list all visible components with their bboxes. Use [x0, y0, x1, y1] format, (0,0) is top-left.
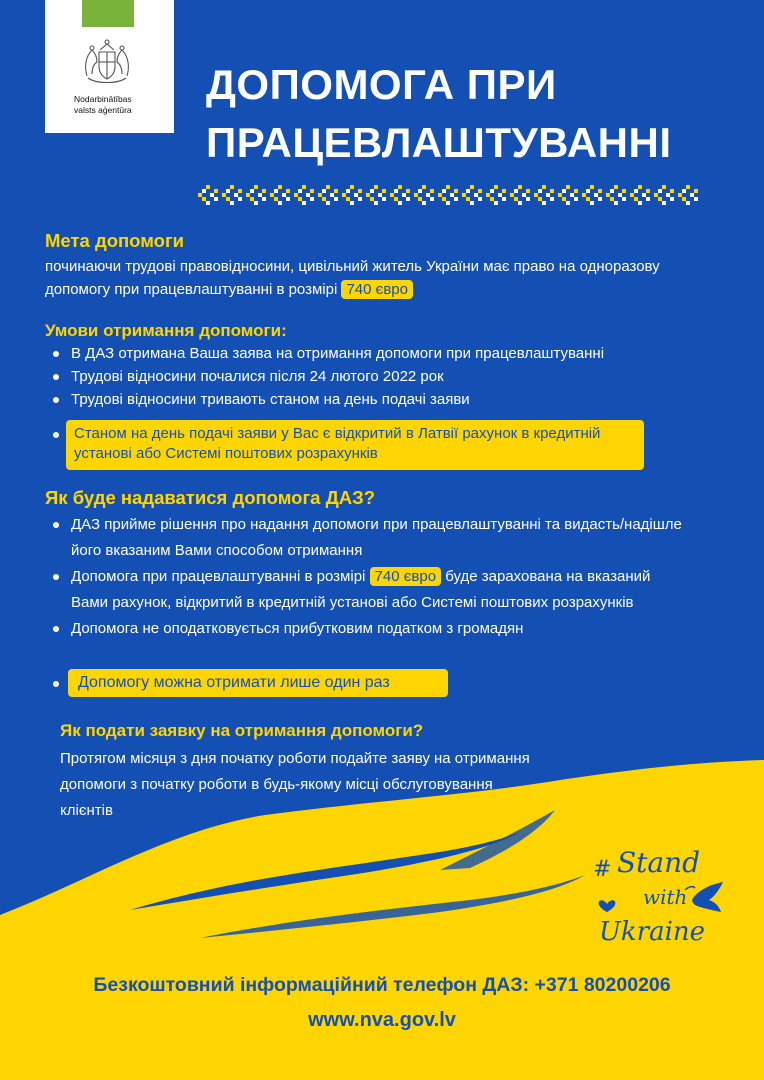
badge-ukraine: Ukraine — [599, 917, 706, 947]
agency-name-line1: Nodarbinātības — [74, 94, 132, 104]
badge-with: with — [643, 885, 688, 909]
how-heading: Як буде надаватися допомога ДАЗ? — [45, 487, 376, 508]
page-title — [206, 56, 746, 172]
goal-amount-badge: 740 євро — [341, 280, 413, 299]
footer-website-link[interactable]: www.nva.gov.lv — [308, 1009, 456, 1031]
badge-stand: Stand — [617, 846, 701, 879]
apply-text: Протягом місяця з дня початку роботи подайте заяву на отримання допомоги з початку роботи в будь-якому місці обслуговування клієнтів — [60, 750, 530, 819]
list-item: ДАЗ прийме рішення про надання допомоги при працевлаштуванні та видасть/надішле його вказаним Вами способом отримання — [45, 512, 685, 564]
conditions-list — [45, 342, 725, 411]
bullet-dot — [53, 681, 59, 687]
how-list — [45, 512, 685, 642]
ukrainian-embroidery-ornament-icon — [198, 183, 710, 209]
latvia-coat-of-arms-icon — [78, 36, 136, 86]
goal-description: починаючи трудові правовідносини, цивільний житель України має право на одноразову допомогу при працевлаштуванні в розмірі — [45, 258, 660, 298]
list-item — [45, 564, 685, 616]
dove-icon — [685, 882, 723, 912]
agency-name — [74, 94, 174, 116]
heart-icon — [599, 900, 616, 912]
amount-text-before: Допомога при працевлаштуванні в розмірі — [71, 568, 366, 585]
stand-with-ukraine-badge — [585, 838, 735, 963]
apply-heading: Як подати заявку на отримання допомоги? — [60, 721, 424, 740]
logo-green-bar — [82, 0, 134, 27]
list-item: Трудові відносини тривають станом на день подачі заяви — [45, 388, 725, 411]
conditions-heading: Умови отримання допомоги: — [45, 321, 287, 340]
agency-name-line2: valsts aģentūra — [74, 105, 132, 115]
agency-logo-card — [45, 0, 174, 133]
conditions-highlight-box: Станом на день подачі заяви у Вас є відкритий в Латвії рахунок в кредитній установі або Системі поштових розрахунків — [66, 420, 644, 470]
bullet-dot — [53, 432, 59, 438]
list-item: В ДАЗ отримана Ваша заява на отримання допомоги при працевлаштуванні — [45, 342, 725, 365]
amount-text-after: буде зарахована на вказаний Вами рахунок, відкритий в кредитній установі або Системі поштових розрахунків — [71, 568, 651, 611]
page-title-line2: ПРАЦЕВЛАШТУВАННІ — [206, 119, 672, 166]
amount-badge: 740 євро — [370, 567, 442, 586]
goal-text — [45, 255, 705, 301]
list-item: Допомога не оподатковується прибутковим податком з громадян — [45, 616, 685, 642]
list-item: Трудові відносини почалися після 24 лютого 2022 рок — [45, 365, 725, 388]
footer-phone: Безкоштовний інформаційний телефон ДАЗ: +371 80200206 — [93, 974, 671, 996]
how-highlight-box: Допомогу можна отримати лише один раз — [68, 669, 448, 697]
page-title-line1: ДОПОМОГА ПРИ — [206, 61, 557, 108]
badge-hash: # — [593, 857, 612, 882]
goal-heading: Мета допомоги — [45, 230, 185, 251]
